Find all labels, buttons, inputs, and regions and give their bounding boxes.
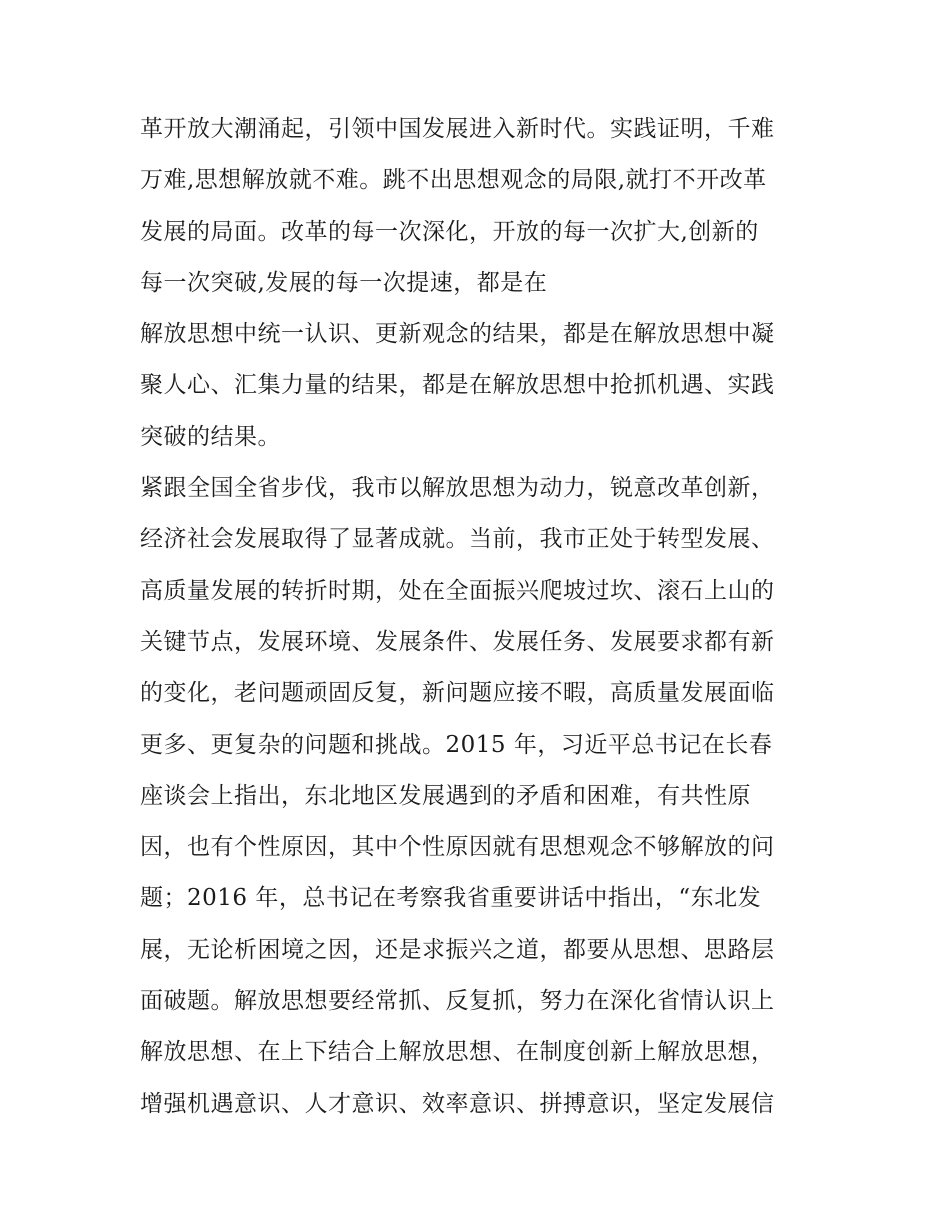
text-line-4: 每一次突破,发展的每一次提速，都是在 xyxy=(140,269,548,296)
text-line-13: 更多、更复杂的问题和挑战。2015 年，习近平总书记在长春 xyxy=(140,731,773,758)
text-line-2: 万难,思想解放就不难。跳不出思想观念的局限,就打不开改革 xyxy=(140,167,767,194)
text-line-10: 高质量发展的转折时期，处在全面振兴爬坡过坎、滚石上山的 xyxy=(140,577,775,604)
text-line-16: 题；2016 年，总书记在考察我省重要讲话中指出，“东北发 xyxy=(140,885,762,912)
text-line-20: 增强机遇意识、人才意识、效率意识、拼搏意识，坚定发展信 xyxy=(140,1090,775,1117)
text-line-8: 紧跟全国全省步伐，我市以解放思想为动力，锐意改革创新， xyxy=(140,475,775,502)
text-line-19: 解放思想、在上下结合上解放思想、在制度创新上解放思想， xyxy=(140,1039,775,1066)
text-line-17: 展，无论析困境之因，还是求振兴之道，都要从思想、思路层 xyxy=(140,936,775,963)
text-line-11: 关键节点，发展环境、发展条件、发展任务、发展要求都有新 xyxy=(140,628,775,655)
text-line-14: 座谈会上指出，东北地区发展遇到的矛盾和困难，有共性原 xyxy=(140,782,751,809)
text-line-5: 解放思想中统一认识、更新观念的结果，都是在解放思想中凝 xyxy=(140,321,775,348)
text-line-7: 突破的结果。 xyxy=(140,423,281,450)
text-line-9: 经济社会发展取得了显著成就。当前，我市正处于转型发展、 xyxy=(140,526,775,553)
text-line-12: 的变化，老问题顽固反复，新问题应接不暇，高质量发展面临 xyxy=(140,680,775,707)
text-line-18: 面破题。解放思想要经常抓、反复抓，努力在深化省情认识上 xyxy=(140,988,775,1015)
body-text xyxy=(140,104,820,1130)
text-line-1: 革开放大潮涌起，引领中国发展进入新时代。实践证明，千难 xyxy=(140,116,775,142)
text-line-15: 因，也有个性原因，其中个性原因就有思想观念不够解放的问 xyxy=(140,834,775,861)
text-line-3: 发展的局面。改革的每一次深化，开放的每一次扩大,创新的 xyxy=(140,218,759,245)
text-line-6: 聚人心、汇集力量的结果，都是在解放思想中抢抓机遇、实践 xyxy=(140,372,775,399)
